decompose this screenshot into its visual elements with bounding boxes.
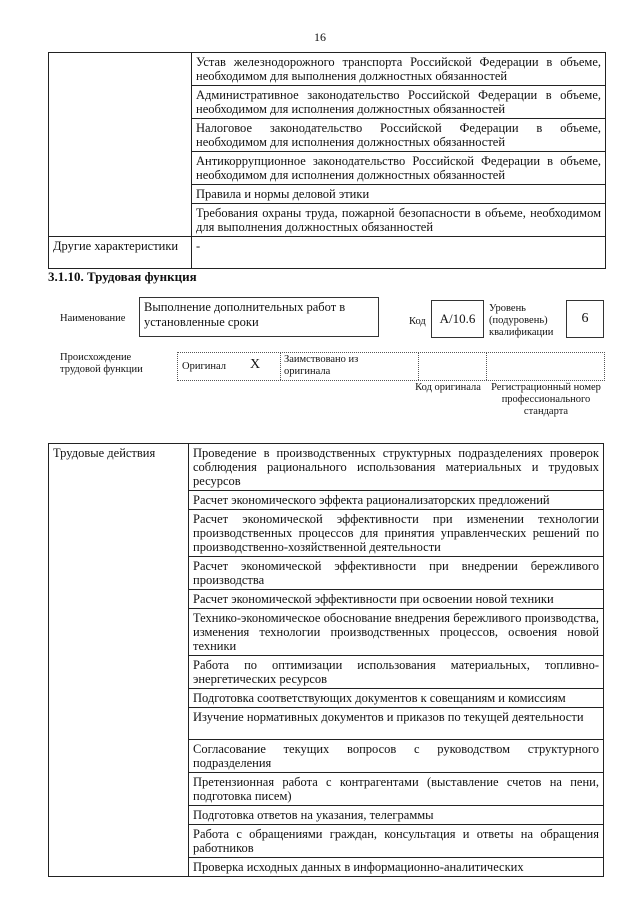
origin-row (177, 352, 605, 381)
action-item: Претензионная работа с контрагентами (выставление счетов на пени, подготовка писем) (189, 773, 604, 806)
other-characteristics-label: Другие характеристики (49, 237, 192, 269)
code-value: А/10.6 (431, 300, 484, 338)
knowledge-row: Правила и нормы деловой этики (192, 185, 606, 204)
divider (486, 353, 487, 380)
original-label: Оригинал (182, 361, 226, 372)
divider (280, 353, 281, 380)
action-item: Подготовка ответов на указания, телеграммы (189, 806, 604, 825)
action-item: Расчет экономической эффективности при изменении технологии производственных процессов для принятия управленческих решений по производственно-хозяйственной деятельности (189, 510, 604, 557)
knowledge-row: Антикоррупционное законодательство Российской Федерации в объеме, необходимом для исполнения должностных обязанностей (192, 152, 606, 185)
action-item: Расчет экономической эффективности при внедрении бережливого производства (189, 557, 604, 590)
labor-actions-label: Трудовые действия (49, 444, 189, 877)
action-item: Подготовка соответствующих документов к совещаниям и комиссиям (189, 689, 604, 708)
level-value: 6 (566, 300, 604, 338)
labor-actions-table (48, 443, 604, 877)
code-caption: Код оригинала (415, 382, 481, 393)
action-item: Проверка исходных данных в информационно-аналитических (189, 858, 604, 877)
action-item: Технико-экономическое обоснование внедрения бережливого производства, изменения технологии производственных процессов, освоения новой техники (189, 609, 604, 656)
name-label: Наименование (60, 313, 126, 324)
borrowed-label: Заимствовано из оригинала (284, 354, 359, 377)
original-mark: X (250, 357, 261, 372)
level-label: Уровень (подуровень) квалификации (489, 303, 554, 338)
action-item: Согласование текущих вопросов с руководством структурного подразделения (189, 740, 604, 773)
action-item: Работа с обращениями граждан, консультация и ответы на обращения работников (189, 825, 604, 858)
action-item: Изучение нормативных документов и приказов по текущей деятельности (189, 708, 604, 740)
action-item: Расчет экономической эффективности при освоении новой техники (189, 590, 604, 609)
other-characteristics-value: - (192, 237, 606, 269)
reg-number-caption: Регистрационный номер профессионального стандарта (491, 382, 601, 417)
action-item: Расчет экономического эффекта рационализаторских предложений (189, 491, 604, 510)
divider (418, 353, 419, 380)
page-number: 16 (314, 30, 326, 44)
section-title: 3.1.10. Трудовая функция (48, 269, 197, 284)
empty-label-cell (49, 53, 192, 237)
action-item: Работа по оптимизации использования материальных, топливно-энергетических ресурсов (189, 656, 604, 689)
knowledge-row: Налоговое законодательство Российской Федерации в объеме, необходимом для исполнения должностных обязанностей (192, 119, 606, 152)
action-item: Проведение в производственных структурных подразделениях проверок соблюдения рационального использования материальных и трудовых ресурсов (189, 444, 604, 491)
knowledge-row: Устав железнодорожного транспорта Российской Федерации в объеме, необходимом для выполнения должностных обязанностей (192, 53, 606, 86)
code-label: Код (409, 316, 426, 327)
knowledge-row: Административное законодательство Российской Федерации в объеме, необходимом для исполнения должностных обязанностей (192, 86, 606, 119)
knowledge-table (48, 52, 606, 269)
knowledge-row: Требования охраны труда, пожарной безопасности в объеме, необходимом для выполнения должностных обязанностей (192, 204, 606, 237)
origin-label: Происхождение трудовой функции (60, 352, 143, 375)
function-name-box: Выполнение дополнительных работ в установленные сроки (139, 297, 379, 337)
